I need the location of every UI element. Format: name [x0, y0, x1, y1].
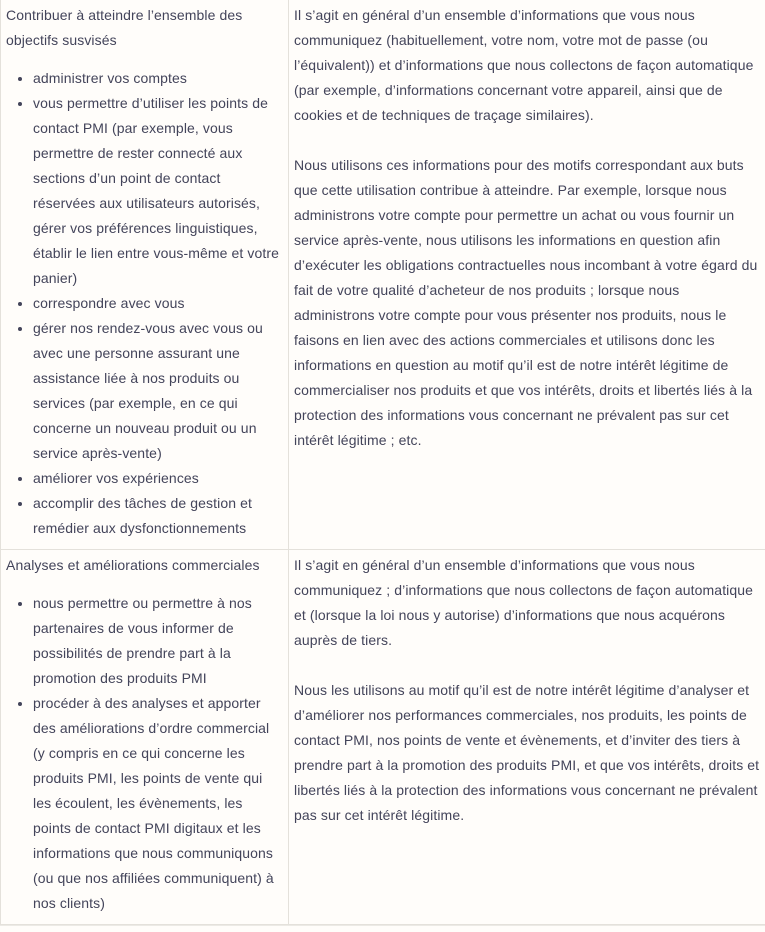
- list-item: • nous permettre ou permettre à nos partenaires de vous informer de possibilités de prendre part à la promotion des produits PMI: [33, 591, 283, 691]
- purpose-cell: [1, 550, 289, 925]
- details-cell: [289, 0, 765, 550]
- page-bottom-margin: [0, 925, 765, 932]
- list-item: • administrer vos comptes: [33, 66, 283, 91]
- table-row: [1, 550, 765, 925]
- list-item: • améliorer vos expériences: [33, 466, 283, 491]
- table-row: [1, 0, 765, 550]
- details-paragraph: Nous les utilisons au motif qu’il est de notre intérêt légitime d’analyser et d’améliorer nos performances commerciales, nos produits, les points de contact PMI, nos points de vente et évènements, et d’inviter des tiers à prendre part à la promotion des produits PMI, et que vos intérêts, droits et libertés liés à la protection des informations vous concernant ne prévalent pas sur cet intérêt légitime.: [294, 678, 760, 828]
- details-paragraph: Nous utilisons ces informations pour des motifs correspondant aux buts que cette utilisation contribue à atteindre. Par exemple, lorsque nous administrons votre compte pour permettre un achat ou vous fournir un service après-vente, nous utilisons les informations en question afin d’exécuter les obligations contractuelles nous incombant à votre égard du fait de votre qualité d’acheteur de nos produits ; lorsque nous administrons votre compte pour vous présenter nos produits, nous le faisons en lien avec des actions commerciales et utilisons donc les informations en question au motif qu’il est de notre intérêt légitime de commercialiser nos produits et que vos intérêts, droits et libertés liés à la protection des informations vous concernant ne prévalent pas sur cet intérêt légitime ; etc.: [294, 153, 760, 453]
- details-cell: [289, 550, 765, 925]
- list-item: • accomplir des tâches de gestion et remédier aux dysfonctionnements: [33, 491, 283, 541]
- list-item: • vous permettre d’utiliser les points de contact PMI (par exemple, vous permettre de rester connecté aux sections d’un point de contact réservées aux utilisateurs autorisés, gérer vos préférences linguistiques, établir le lien entre vous-même et votre panier): [33, 91, 283, 291]
- list-item: • gérer nos rendez-vous avec vous ou avec une personne assurant une assistance liée à nos produits ou services (par exemple, en ce qui concerne un nouveau produit ou un service après-vente): [33, 316, 283, 466]
- purpose-bullet-list: [6, 66, 283, 541]
- list-item: • procéder à des analyses et apporter des améliorations d’ordre commercial (y compris en ce qui concerne les produits PMI, les points de vente qui les écoulent, les évènements, les points de contact PMI digitaux et les informations que nous communiquons (ou que nos affiliées communiquent) à nos clients): [33, 691, 283, 916]
- purpose-heading: Contribuer à atteindre l’ensemble des objectifs susvisés: [6, 3, 283, 53]
- list-item: • correspondre avec vous: [33, 291, 283, 316]
- purpose-heading: Analyses et améliorations commerciales: [6, 553, 283, 578]
- details-paragraph: Il s’agit en général d’un ensemble d’informations que vous nous communiquez (habituellement, votre nom, votre mot de passe (ou l’équivalent)) et d’informations que nous collectons de façon automatique (par exemple, d’informations concernant votre appareil, ainsi que de cookies et de techniques de traçage similaires).: [294, 3, 760, 128]
- purpose-cell: [1, 0, 289, 550]
- details-paragraph: Il s’agit en général d’un ensemble d’informations que vous nous communiquez ; d’informations que nous collectons de façon automatique et (lorsque la loi nous y autorise) d’informations que nous acquérons auprès de tiers.: [294, 553, 760, 653]
- purpose-bullet-list: [6, 591, 283, 916]
